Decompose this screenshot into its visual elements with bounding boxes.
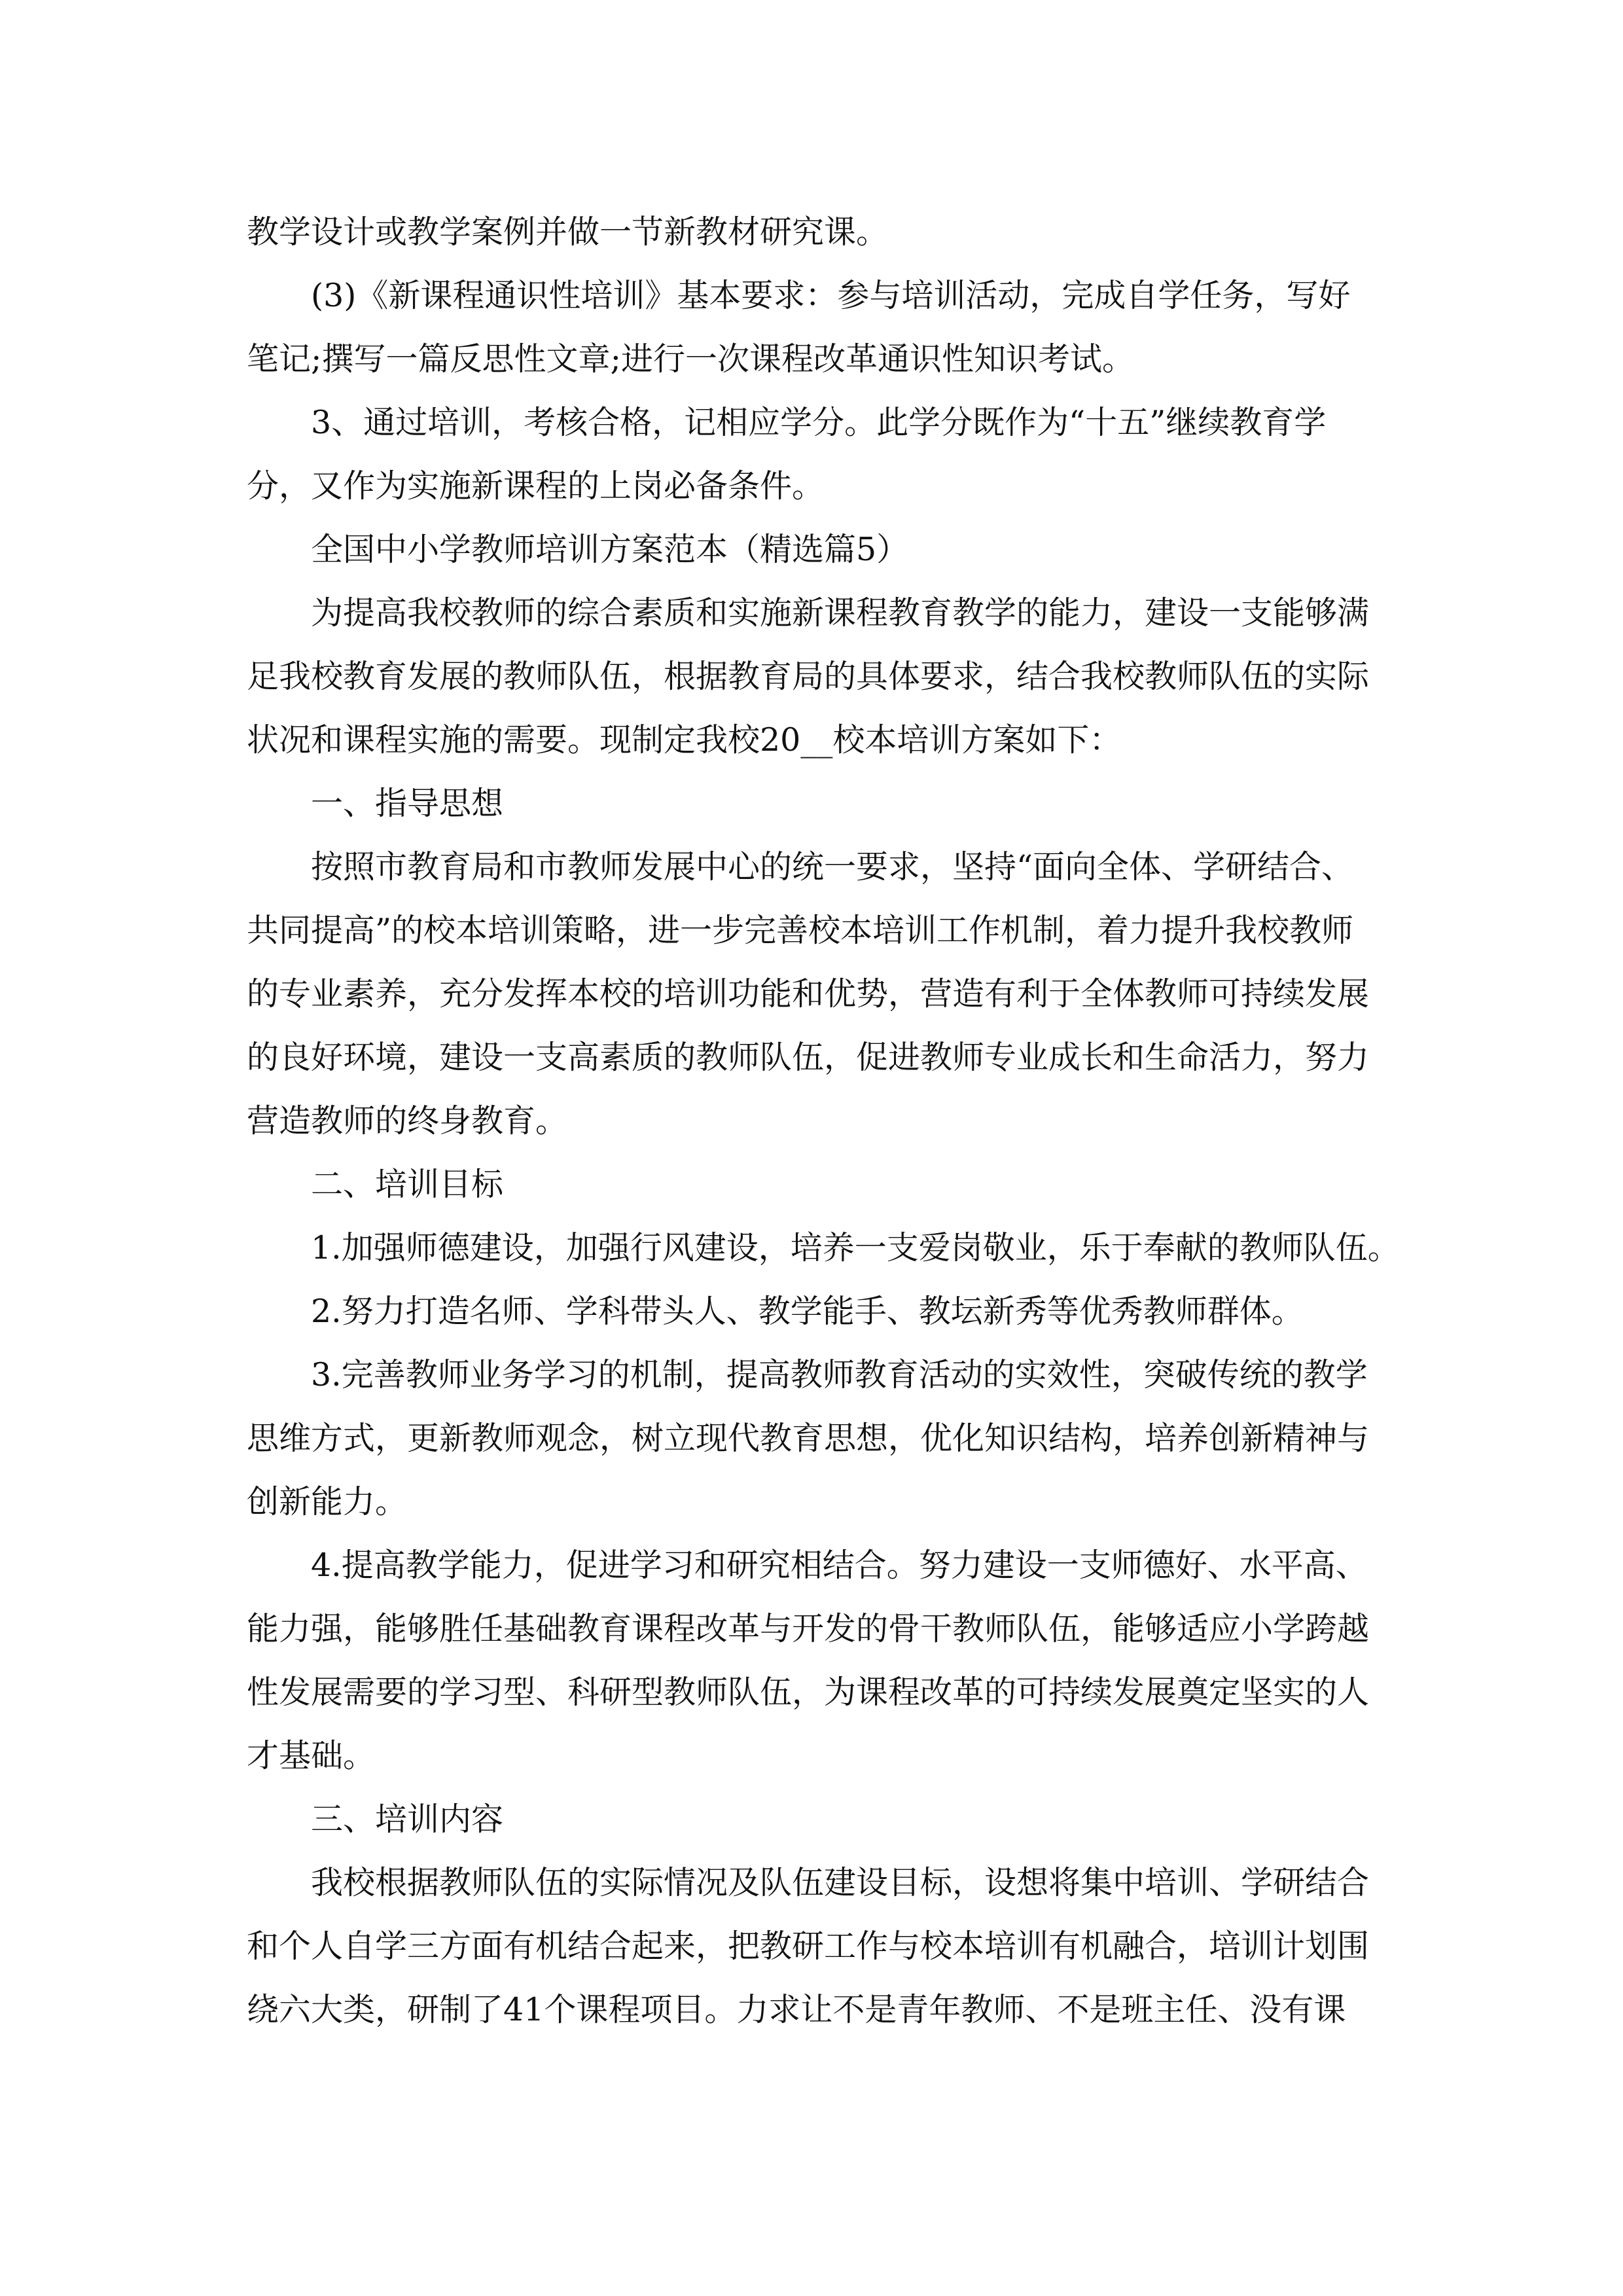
text-line: 状况和课程实施的需要。现制定我校20__校本培训方案如下： bbox=[247, 721, 1122, 759]
text-line: 营造教师的终身教育。 bbox=[247, 1102, 568, 1139]
text-line: 的良好环境，建设一支高素质的教师队伍，促进教师专业成长和生命活力，努力 bbox=[247, 1039, 1370, 1076]
text-line: 创新能力。 bbox=[247, 1483, 408, 1520]
text-line: 按照市教育局和市教师发展中心的统一要求，坚持“面向全体、学研结合、 bbox=[311, 848, 1354, 886]
text-line: 才基础。 bbox=[247, 1737, 376, 1774]
text-line: 我校根据教师队伍的实际情况及队伍建设目标，设想将集中培训、学研结合 bbox=[311, 1864, 1370, 1901]
heading-training-goals: 二、培训目标 bbox=[311, 1166, 504, 1203]
text-line: 分，又作为实施新课程的上岗必备条件。 bbox=[247, 467, 825, 505]
text-line: (3)《新课程通识性培训》基本要求：参与培训活动，完成自学任务，写好 bbox=[311, 277, 1351, 314]
body-text bbox=[247, 200, 1400, 2041]
text-line: 思维方式，更新教师观念，树立现代教育思想，优化知识结构，培养创新精神与 bbox=[247, 1420, 1370, 1457]
heading-training-content: 三、培训内容 bbox=[311, 1801, 504, 1838]
text-line: 3.完善教师业务学习的机制，提高教师教育活动的实效性，突破传统的教学 bbox=[311, 1356, 1368, 1393]
text-line: 足我校教育发展的教师队伍，根据教育局的具体要求，结合我校教师队伍的实际 bbox=[247, 658, 1370, 695]
text-line: 教学设计或教学案例并做一节新教材研究课。 bbox=[247, 213, 889, 251]
text-line: 1.加强师德建设，加强行风建设，培养一支爱岗敬业，乐于奉献的教师队伍。 bbox=[311, 1229, 1400, 1266]
text-line: 的专业素养，充分发挥本校的培训功能和优势，营造有利于全体教师可持续发展 bbox=[247, 975, 1370, 1013]
text-line: 笔记;撰写一篇反思性文章;进行一次课程改革通识性知识考试。 bbox=[247, 340, 1135, 378]
text-line: 2.努力打造名师、学科带头人、教学能手、教坛新秀等优秀教师群体。 bbox=[311, 1293, 1304, 1330]
text-line: 性发展需要的学习型、科研型教师队伍，为课程改革的可持续发展奠定坚实的人 bbox=[247, 1674, 1370, 1711]
section-title: 全国中小学教师培训方案范本（精选篇5） bbox=[311, 531, 909, 568]
heading-guiding-ideology: 一、指导思想 bbox=[311, 785, 504, 822]
text-line: 能力强，能够胜任基础教育课程改革与开发的骨干教师队伍，能够适应小学跨越 bbox=[247, 1610, 1370, 1647]
text-line: 为提高我校教师的综合素质和实施新课程教育教学的能力，建设一支能够满 bbox=[311, 594, 1370, 632]
text-line: 和个人自学三方面有机结合起来，把教研工作与校本培训有机融合，培训计划围 bbox=[247, 1928, 1370, 1965]
text-line: 绕六大类，研制了41个课程项目。力求让不是青年教师、不是班主任、没有课 bbox=[247, 1991, 1346, 2028]
text-line: 3、通过培训，考核合格，记相应学分。此学分既作为“十五”继续教育学 bbox=[311, 404, 1327, 441]
text-line: 共同提高”的校本培训策略，进一步完善校本培训工作机制，着力提升我校教师 bbox=[247, 912, 1354, 949]
text-line: 4.提高教学能力，促进学习和研究相结合。努力建设一支师德好、水平高、 bbox=[311, 1547, 1368, 1584]
